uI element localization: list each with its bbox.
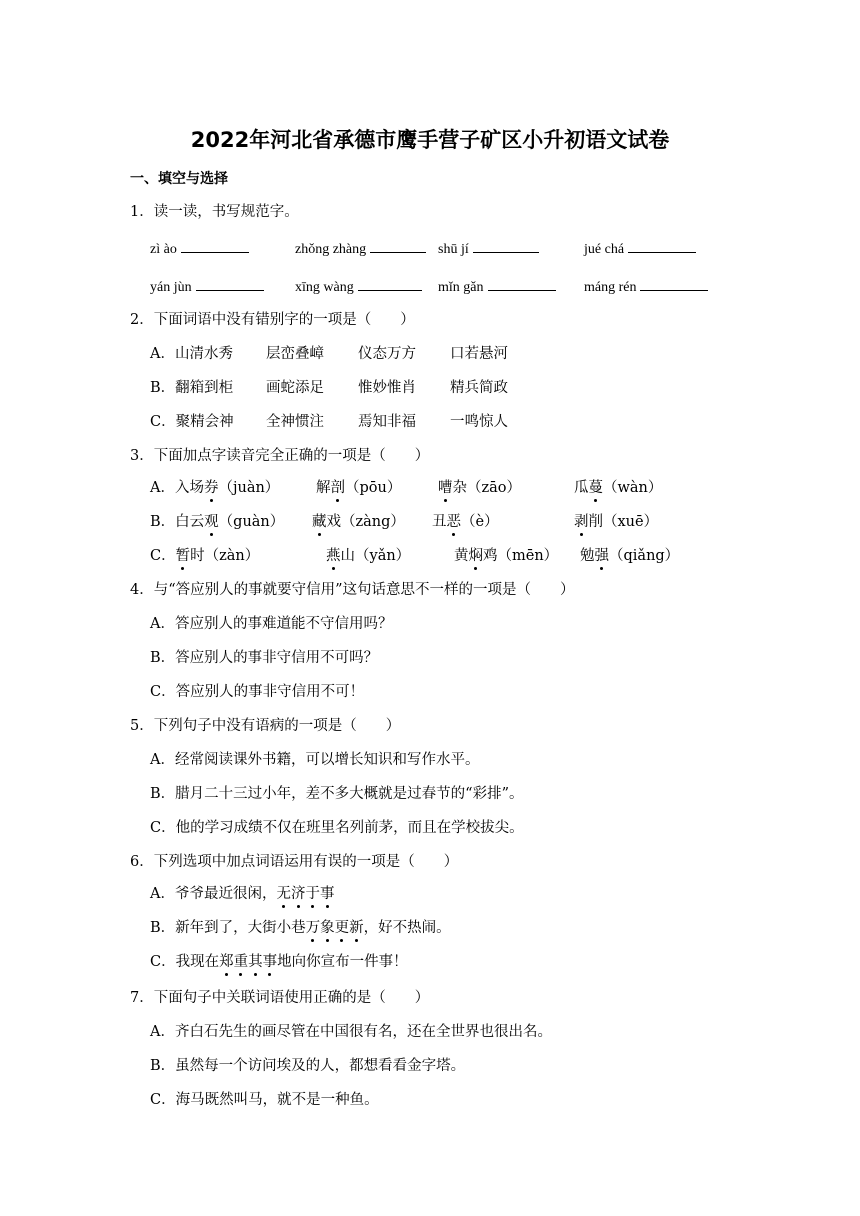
dotted-char: 济 <box>290 886 306 902</box>
dotted-word <box>306 920 364 936</box>
option-text: 一鸣惊人 <box>450 414 508 430</box>
option-text: 时（zàn） <box>190 548 260 564</box>
dotted-char: 其 <box>248 954 263 970</box>
option-text: 层峦叠嶂 <box>266 346 324 362</box>
pinyin-item: máng rén <box>584 280 637 295</box>
answer-blank[interactable] <box>358 276 422 291</box>
option-text: C． <box>150 548 176 564</box>
option-text: 瓜 <box>574 480 589 496</box>
option-text: 口若悬河 <box>450 346 508 362</box>
option-text: 画蛇添足 <box>266 380 324 396</box>
option-text: 全神惯注 <box>266 414 324 430</box>
option-text: 黄 <box>454 548 469 564</box>
dotted-char: 事 <box>262 954 278 970</box>
question-1-stem: 1．读一读，书写规范字。 <box>130 204 299 220</box>
pinyin-item: yán jùn <box>150 280 192 295</box>
option-text: （wàn） <box>603 480 663 496</box>
dotted-char: 藏 <box>312 514 327 530</box>
option-text: （juàn） <box>218 480 280 496</box>
dotted-char: 剖 <box>330 480 345 496</box>
dotted-char: 郑 <box>219 954 234 970</box>
answer-blank[interactable] <box>181 238 249 253</box>
dotted-char: 燕 <box>326 548 341 564</box>
dotted-char: 蔓 <box>588 480 603 496</box>
option-a[interactable]: A．齐白石先生的画尽管在中国很有名，还在全世界也很出名。 <box>150 1024 552 1040</box>
option-c[interactable] <box>150 952 408 972</box>
dotted-word <box>219 954 277 970</box>
option-text: （è） <box>461 514 499 530</box>
option-text: A．入场 <box>150 480 204 496</box>
pinyin-item: zì ào <box>150 242 177 257</box>
dotted-char: 嘈 <box>438 480 453 496</box>
option-text: （guàn） <box>218 514 285 530</box>
option-text: C．聚精会神 <box>150 414 234 430</box>
dotted-char: 事 <box>319 886 335 902</box>
dotted-char: 剥 <box>574 514 589 530</box>
question-7-stem: 7．下面句子中关联词语使用正确的是（ ） <box>130 990 430 1006</box>
dotted-char: 焖 <box>468 548 483 564</box>
option-text: B．新年到了，大街小巷 <box>150 920 306 936</box>
question-3-stem: 3．下面加点字读音完全正确的一项是（ ） <box>130 448 430 464</box>
question-4-stem: 4．与“答应别人的事就要守信用”这句话意思不一样的一项是（ ） <box>130 582 575 598</box>
pinyin-item: zhǒng zhàng <box>295 242 367 257</box>
option-a[interactable] <box>150 344 710 364</box>
pinyin-item: mǐn gǎn <box>438 280 484 295</box>
option-text: 戏（zàng） <box>326 514 405 530</box>
dotted-char: 观 <box>204 514 219 530</box>
option-text: 鸡（mēn） <box>483 548 559 564</box>
option-a[interactable]: A．答应别人的事难道能不守信用吗？ <box>150 616 393 632</box>
answer-blank[interactable] <box>628 238 696 253</box>
option-c[interactable]: C．海马既然叫马，就不是一种鱼。 <box>150 1092 379 1108</box>
option-text: 解 <box>316 480 331 496</box>
dotted-char: 于 <box>305 886 320 902</box>
option-text: A．山清水秀 <box>150 346 233 362</box>
dotted-word <box>276 886 334 902</box>
dotted-char: 象 <box>320 920 335 936</box>
question-2-stem: 2．下面词语中没有错别字的一项是（ ） <box>130 312 415 328</box>
answer-blank[interactable] <box>473 238 539 253</box>
answer-blank[interactable] <box>488 276 556 291</box>
option-b[interactable] <box>150 918 451 938</box>
dotted-char: 新 <box>349 920 364 936</box>
option-text: （pōu） <box>345 480 402 496</box>
option-b[interactable]: B．虽然每一个访问埃及的人，都想看看金字塔。 <box>150 1058 466 1074</box>
option-c[interactable] <box>150 546 710 568</box>
option-text: 杂（zāo） <box>452 480 522 496</box>
pinyin-item: shū jí <box>438 242 469 257</box>
dotted-char: 暂 <box>175 548 191 564</box>
dotted-char: 更 <box>334 920 350 936</box>
option-text: 丑 <box>432 514 447 530</box>
dotted-char: 重 <box>233 954 249 970</box>
option-text: 勉 <box>580 548 595 564</box>
page-title: 2022年河北省承德市鹰手营子矿区小升初语文试卷 <box>190 128 670 152</box>
answer-blank[interactable] <box>196 276 264 291</box>
option-b[interactable]: B．答应别人的事非守信用不可吗？ <box>150 650 379 666</box>
pinyin-item: jué chá <box>584 242 625 257</box>
pinyin-row-1 <box>150 238 750 258</box>
answer-blank[interactable] <box>370 238 426 253</box>
option-c[interactable]: C．答应别人的事非守信用不可！ <box>150 684 365 700</box>
option-text: 焉知非福 <box>358 414 416 430</box>
option-c[interactable] <box>150 412 710 432</box>
option-b[interactable] <box>150 378 710 398</box>
dotted-char: 万 <box>305 920 321 936</box>
option-a[interactable]: A．经常阅读课外书籍，可以增长知识和写作水平。 <box>150 752 480 768</box>
option-text: A．爷爷最近很闲， <box>150 886 277 902</box>
dotted-char: 无 <box>276 886 291 902</box>
option-text: 仪态万方 <box>358 346 416 362</box>
question-6-stem: 6．下列选项中加点词语运用有误的一项是（ ） <box>130 854 459 870</box>
option-text: B．翻箱到柜 <box>150 380 234 396</box>
option-text: 惟妙惟肖 <box>358 380 416 396</box>
dotted-char: 强 <box>594 548 609 564</box>
dotted-char: 券 <box>203 480 219 496</box>
option-b[interactable] <box>150 512 710 534</box>
option-c[interactable]: C．他的学习成绩不仅在班里名列前茅，而且在学校拔尖。 <box>150 820 524 836</box>
option-text: （qiǎng） <box>609 548 680 564</box>
section-heading: 一、填空与选择 <box>130 171 228 187</box>
option-text: 山（yǎn） <box>340 548 411 564</box>
option-b[interactable]: B．腊月二十三过小年，差不多大概就是过春节的“彩排”。 <box>150 786 524 802</box>
answer-blank[interactable] <box>640 276 708 291</box>
option-text: 精兵简政 <box>450 380 508 396</box>
option-text: 削（xuē） <box>588 514 659 530</box>
option-text: C．我现在 <box>150 954 220 970</box>
pinyin-item: xīng wàng <box>295 280 354 295</box>
dotted-char: 恶 <box>446 514 461 530</box>
option-text: B．白云 <box>150 514 205 530</box>
option-text: ，好不热闹。 <box>363 920 451 936</box>
option-text: 地向你宣布一件事！ <box>277 954 408 970</box>
option-a[interactable] <box>150 884 334 904</box>
option-a[interactable] <box>150 478 710 500</box>
pinyin-row-2 <box>150 276 750 296</box>
question-5-stem: 5．下列句子中没有语病的一项是（ ） <box>130 718 401 734</box>
